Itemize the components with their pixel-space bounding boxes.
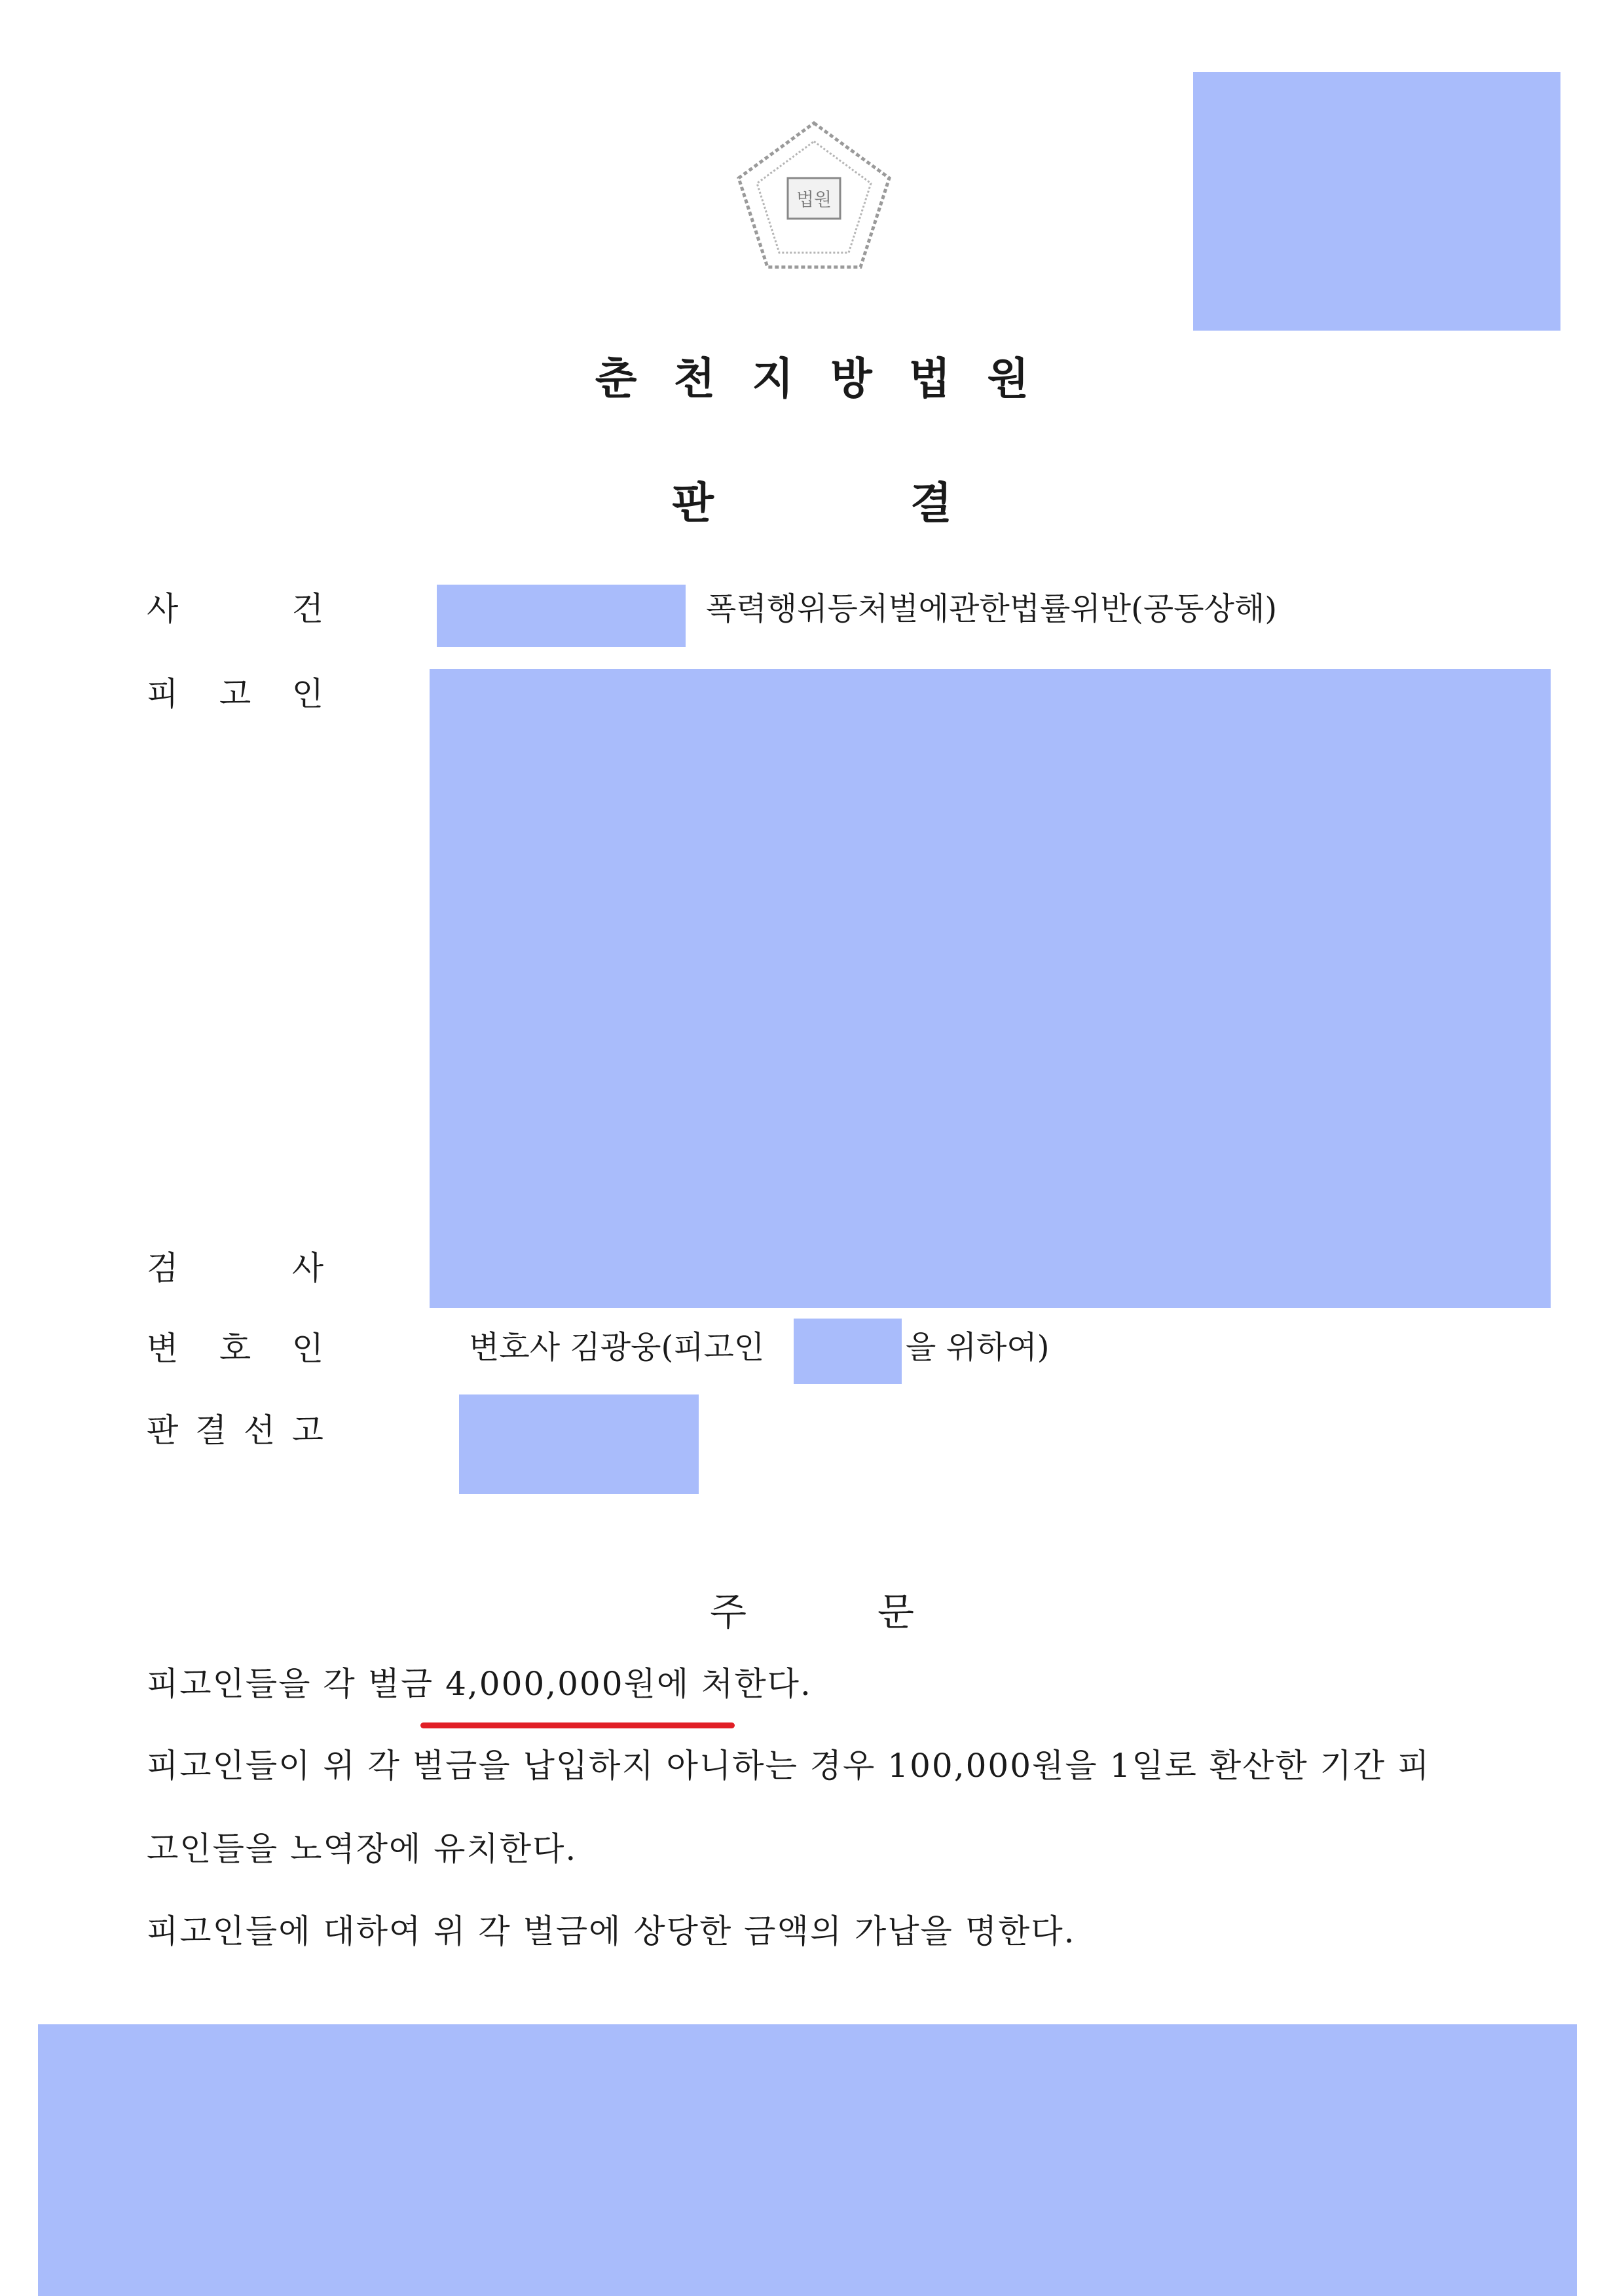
redaction-header-box	[1193, 72, 1560, 331]
redaction-case-number	[437, 585, 686, 647]
counsel-name-suffix: 을 위하여)	[906, 1329, 1050, 1366]
field-label-judgment-date: 판 결 선 고	[147, 1412, 323, 1449]
order-paragraph-2: 피고인들이 위 각 벌금을 납입하지 아니하는 경우 100,000원을 1일로 환산한 기간 피	[147, 1747, 1431, 1785]
seal-text: 법원	[796, 189, 832, 210]
redaction-judgment-date	[459, 1394, 699, 1494]
order-paragraph-1: 피고인들을 각 벌금 4,000,000원에 처한다.	[147, 1665, 812, 1703]
court-name: 춘천지방법원	[595, 353, 1066, 404]
redaction-bottom-section	[38, 2024, 1577, 2296]
field-label-defendant: 피 고 인	[147, 675, 323, 713]
field-label-case: 사 건	[147, 590, 323, 628]
court-seal-emblem	[732, 118, 896, 275]
order-paragraph-4: 피고인들에 대하여 위 각 벌금에 상당한 금액의 가납을 명한다.	[147, 1912, 1076, 1950]
order-paragraph-3: 고인들을 노역장에 유치한다.	[147, 1830, 578, 1868]
fine-amount-highlight-underline	[420, 1722, 735, 1728]
redaction-defendant-details	[430, 669, 1551, 1308]
counsel-name-prefix: 변호사 김광웅(피고인	[469, 1329, 765, 1366]
field-label-counsel: 변 호 인	[147, 1330, 323, 1368]
order-section-title: 주문	[709, 1590, 1046, 1634]
document-type-title: 판결	[672, 477, 1149, 528]
case-name: 폭력행위등처벌에관한법률위반(공동상해)	[706, 591, 1278, 627]
field-label-prosecutor: 검 사	[147, 1249, 323, 1287]
redaction-counsel-client	[794, 1319, 902, 1384]
